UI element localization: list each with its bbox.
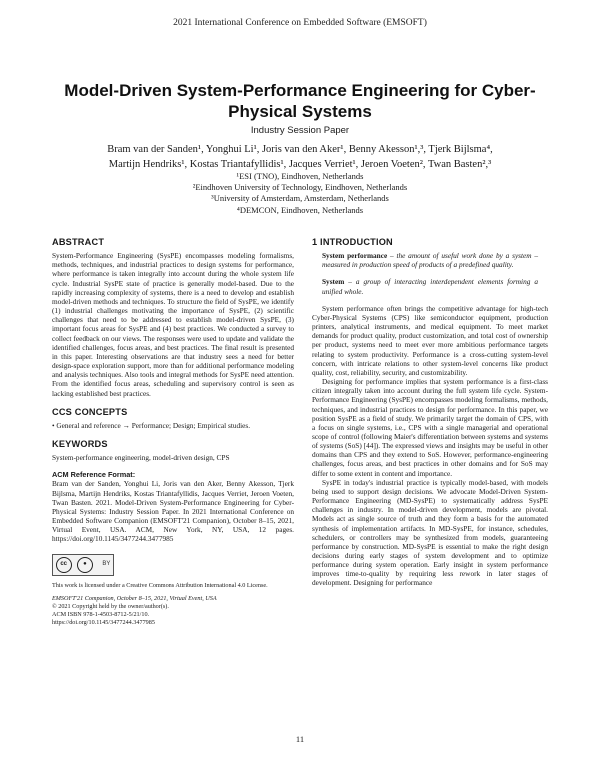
introduction-heading: 1 INTRODUCTION <box>312 237 393 247</box>
abstract-heading: ABSTRACT <box>52 237 105 247</box>
definition-text: – the amount of useful work done by a system – measured in production speed of products of a predefined quality. <box>322 251 539 270</box>
intro-paragraph: Designing for performance implies that system performance is a first-class citizen integrally taken into account during the full system life cycle. System-Performance Engineering (SysPE) encompasses modeling formalisms, methods, techniques, and industrial practices to design for performance. In this paper, we position SysPE as a field of study. We primarily target the domain of CPS, with a focus on single systems, i.e., CPS with a single managerial and operational scope of control (following Maier's differentiation between systems and systems of systems (SoS) [44]). The expressed views and insights may be useful in other domains than CPS and they extend to SoS. However, performance-engineering challenges, focus areas, and best practices in other domains and for SoS may differ to some extent in content and importance. <box>312 377 548 478</box>
paper-title: Model-Driven System-Performance Engineering for Cyber-Physical Systems <box>64 81 536 121</box>
affiliation: ³University of Amsterdam, Amsterdam, Netherlands <box>211 193 389 204</box>
author-line: Bram van der Sanden¹, Yonghui Li¹, Joris van den Aker¹, Benny Akesson¹,³, Tjerk Bijlsma⁴, <box>107 144 493 155</box>
definition-text: – a group of interacting interdependent elements forming a unified whole. <box>322 277 538 296</box>
affiliation: ²Eindhoven University of Technology, Eindhoven, Netherlands <box>192 182 408 193</box>
meta-line: EMSOFT'21 Companion, October 8–15, 2021, Virtual Event, USA <box>52 594 217 602</box>
definition-system <box>322 277 538 295</box>
intro-paragraph: SysPE in today's industrial practice is typically model-based, with models being used to support design decisions. We advocate Model-Driven System-Performance Engineering (MD-SysPE) to systematically address SysPE challenges in industry. In model-driven development, models are pivotal. Models act as single source of truth and they form a basis for the automated synthesis of implementation artifacts. In MD-SysPE, for instance, schedules, schedulers, or controllers may be synthesized from models, guaranteeing performance by construction. MD-SysPE is essential to make the right design decisions during early stages of system development and to optimize performance during system operation. Early insight in system performance improves time-to-quality by requiring less rework in later stages of development. Designing for performance <box>312 477 548 588</box>
cc-by-badge[interactable] <box>52 554 114 576</box>
ccs-text: • General and reference → Performance; Design; Empirical studies. <box>52 420 251 430</box>
affiliation: ¹ESI (TNO), Eindhoven, Netherlands <box>236 171 364 181</box>
license-text: This work is licensed under a Creative Commons Attribution International 4.0 License. <box>52 581 268 589</box>
cc-icon: cc <box>56 557 72 573</box>
meta-line: ACM ISBN 978-1-4503-8712-5/21/10. <box>52 610 150 618</box>
paper-subtitle: Industry Session Paper <box>250 125 350 136</box>
cc-license-row <box>52 554 294 576</box>
meta-line: © 2021 Copyright held by the owner/author(s). <box>52 602 169 610</box>
page-number: 11 <box>295 734 305 744</box>
author-list <box>70 143 530 172</box>
cc-by-label: BY <box>102 560 111 567</box>
affiliation: ⁴DEMCON, Eindhoven, Netherlands <box>236 204 364 215</box>
person-icon: ● <box>77 557 93 573</box>
ccs-heading: CCS CONCEPTS <box>52 406 128 417</box>
acm-reference-text: Bram van der Sanden, Yonghui Li, Joris van den Aker, Benny Akesson, Tjerk Bijlsma, Martijn Hendriks, Kostas Triantafyllidis, Jacques Verriet, Jeroen Voeten, Twan Basten. 2021. Model-Driven System-Performance Engineering for Cyber-Physical Systems: Industry Session Paper. In 2021 International Conference on Embedded Software Companion (EMSOFT'21 Companion), October 8–15, 2021, Virtual Event, USA. ACM, New York, NY, USA, 12 pages. https://doi.org/10.1145/3477244.3477985 <box>52 479 294 544</box>
keywords-text: System-performance engineering, model-driven design, CPS <box>52 453 230 463</box>
keywords-heading: KEYWORDS <box>52 438 108 449</box>
doi-link[interactable]: https://doi.org/10.1145/3477244.3477985 <box>52 619 155 627</box>
left-column <box>52 238 294 627</box>
definition-term: System <box>322 277 345 287</box>
author-line: Martijn Hendriks¹, Kostas Triantafyllidis¹, Jacques Verriet¹, Jeroen Voeten², Twan Basten²,³ <box>108 158 492 170</box>
acm-reference-heading: ACM Reference Format: <box>52 470 136 480</box>
affiliation-list <box>0 171 600 216</box>
abstract-text: System-Performance Engineering (SysPE) encompasses modeling formalisms, methods, techniques, and industrial practices to design systems for performance, where performance is taken integrally into account during the whole system life cycle. Industrial SysPE state of practice is generally model-based. Due to the rapidly increasing complexity of systems, there is a need to develop and establish model-driven methods and techniques. To structure the field of SysPE, we identify (1) industrial challenges motivating the importance of SysPE, (2) scientific challenges that need to be addressed to establish model-driven SysPE, (3) important focus areas for SysPE and (4) best practices. We conducted a survey to collect feedback on our views. The responses were used to update and validate the identified challenges, focus areas, and best practices. The final result is presented in this paper. Interesting observations are that industry sees a need for better design-space exploration support, more than for additional performance modeling and analysis techniques. Also tools and integral methods for SysPE need attention. From the identified focus areas, scheduling and supervisory control is seen as lacking established best practices. <box>52 251 294 398</box>
publication-meta <box>52 595 294 628</box>
intro-paragraph: System performance often brings the competitive advantage for high-tech Cyber-Physical Systems (CPS) like semiconductor equipment, production printers, analytical instruments, and medical equipment. To meet market demands for product quality, product customization, and total cost of ownership per product, systems need to meet ever more ambitious performance targets relating to system productivity. Performance is a cross-cutting system-level concern, with intricate relations to other system-level concerns like product quality, cost, reliability, security, and customizability. <box>312 303 548 377</box>
definition-term: System performance <box>322 251 388 261</box>
right-column <box>312 238 548 588</box>
conference-header: 2021 International Conference on Embedded Software (EMSOFT) <box>173 18 427 28</box>
definition-system-performance <box>322 251 538 269</box>
